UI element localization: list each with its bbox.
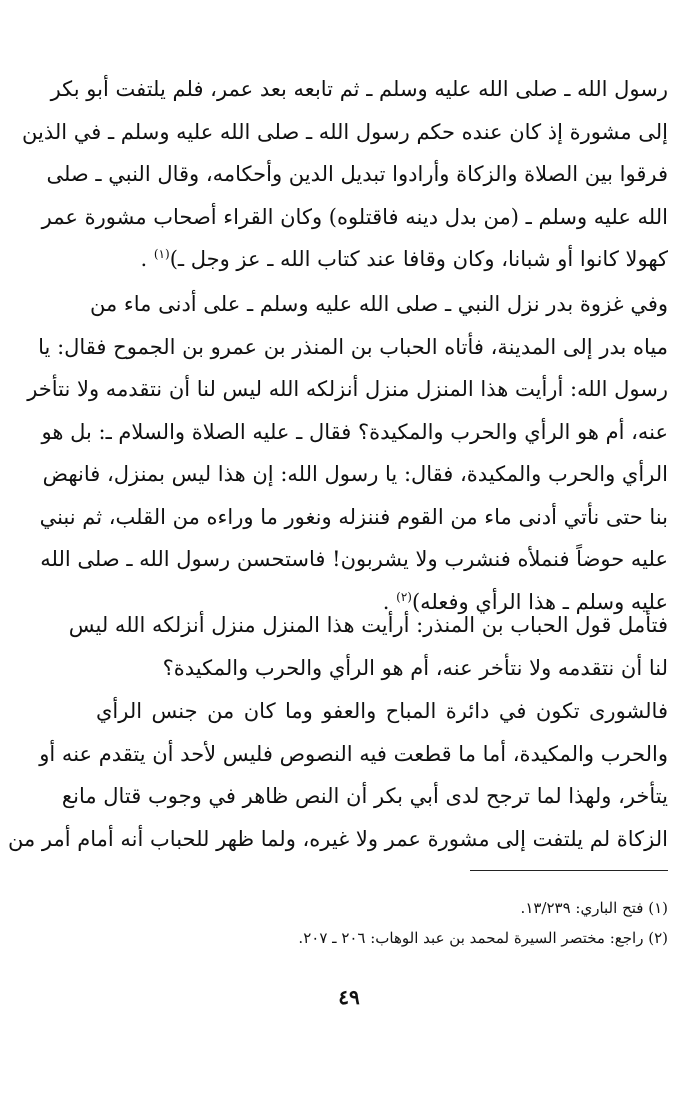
paragraph-4 (8, 690, 668, 860)
paragraph-2 (27, 283, 668, 623)
footnotes (96, 893, 668, 953)
page-number: ٤٩ (338, 985, 360, 1009)
text-line: والحرب والمكيدة، أما ما قطعت فيه النصوص فليس لأحد أن يتقدم عنه أو (39, 741, 668, 766)
text-line: الرأي والحرب والمكيدة، فقال: يا رسول الله: إن هذا ليس بمنزل، فانهض (42, 462, 668, 486)
text-line: الله عليه وسلم ـ (من بدل دينه فاقتلوه) وكان القراء أصحاب مشورة عمر (41, 204, 668, 229)
text-line: عليه وسلم ـ هذا الرأي وفعله)$^{(٢)}$ . (382, 589, 668, 614)
text-line: لنا أن نتقدمه ولا نتأخر عنه، أم هو الرأي والحرب والمكيدة؟ (162, 655, 668, 680)
text-line: عنه، أم هو الرأي والحرب والمكيدة؟ فقال ـ عليه الصلاة والسلام ـ: بل هو (41, 419, 668, 444)
footnote-reference: (١) (153, 247, 170, 261)
text-line-content: عليه وسلم ـ هذا الرأي وفعله) (411, 589, 668, 614)
text-line: يتأخر، ولهذا لما ترجح لدى أبي بكر أن النص ظاهر في وجوب قتال مانع (61, 784, 668, 808)
text-line: فرقوا بين الصلاة والزكاة وأرادوا تبديل الدين وأحكامه، وقال النبي ـ صلى (46, 162, 668, 186)
text-line-content: كهولا كانوا أو شبانا، وكان وقافا عند كتاب الله ـ عز وجل ـ) (169, 247, 668, 271)
text-line: رسول الله ـ صلى الله عليه وسلم ـ ثم تابعه بعد عمر، فلم يلتفت أبو بكر (50, 77, 668, 101)
text-line: مياه بدر إلى المدينة، فأتاه الحباب بن المنذر بن عمرو بن الجموح فقال: يا (38, 334, 668, 359)
text-line: فالشورى تكون في دائرة المباح والعفو وما كان من جنس الرأي (96, 699, 668, 723)
text-line: إلى مشورة إذ كان عنده حكم رسول الله ـ صلى الله عليه وسلم ـ في الذين (22, 119, 668, 144)
text-line: بنا حتى نأتي أدنى ماء من القوم فننزله ونغور ما وراءه من القلب، ثم نبني (39, 504, 668, 529)
footnote-2: (٢) راجع: مختصر السيرة لمحمد بن عبد الوهاب: ٢٠٦ ـ ٢٠٧. (298, 929, 668, 947)
text-line: فتأمل قول الحباب بن المنذر: أرأيت هذا المنزل منزل أنزلكه الله ليس (68, 613, 668, 637)
text-line: عليه حوضاً فنملأه فنشرب ولا يشربون! فاستحسن رسول الله ـ صلى الله (40, 547, 668, 571)
text-line: الزكاة لم يلتفت إلى مشورة عمر ولا غيره، ولما ظهر للحباب أنه أمام أمر من (8, 826, 668, 851)
footnote-separator (470, 870, 668, 871)
text-line: كهولا كانوا أو شبانا، وكان وقافا عند كتاب الله ـ عز وجل ـ)$^{(١)}$ . (140, 247, 668, 271)
text-line: وفي غزوة بدر نزل النبي ـ صلى الله عليه وسلم ـ على أدنى ماء من (89, 292, 668, 316)
paragraph-3 (68, 604, 668, 689)
text-line: رسول الله: أرأيت هذا المنزل منزل أنزلكه الله ليس لنا أن نتقدمه ولا نتأخر (27, 377, 668, 401)
footnote-reference: (٢) (396, 589, 412, 604)
paragraph-1 (22, 68, 668, 281)
footnote-1: (١) فتح الباري: ١٣/٢٣٩. (520, 899, 668, 917)
